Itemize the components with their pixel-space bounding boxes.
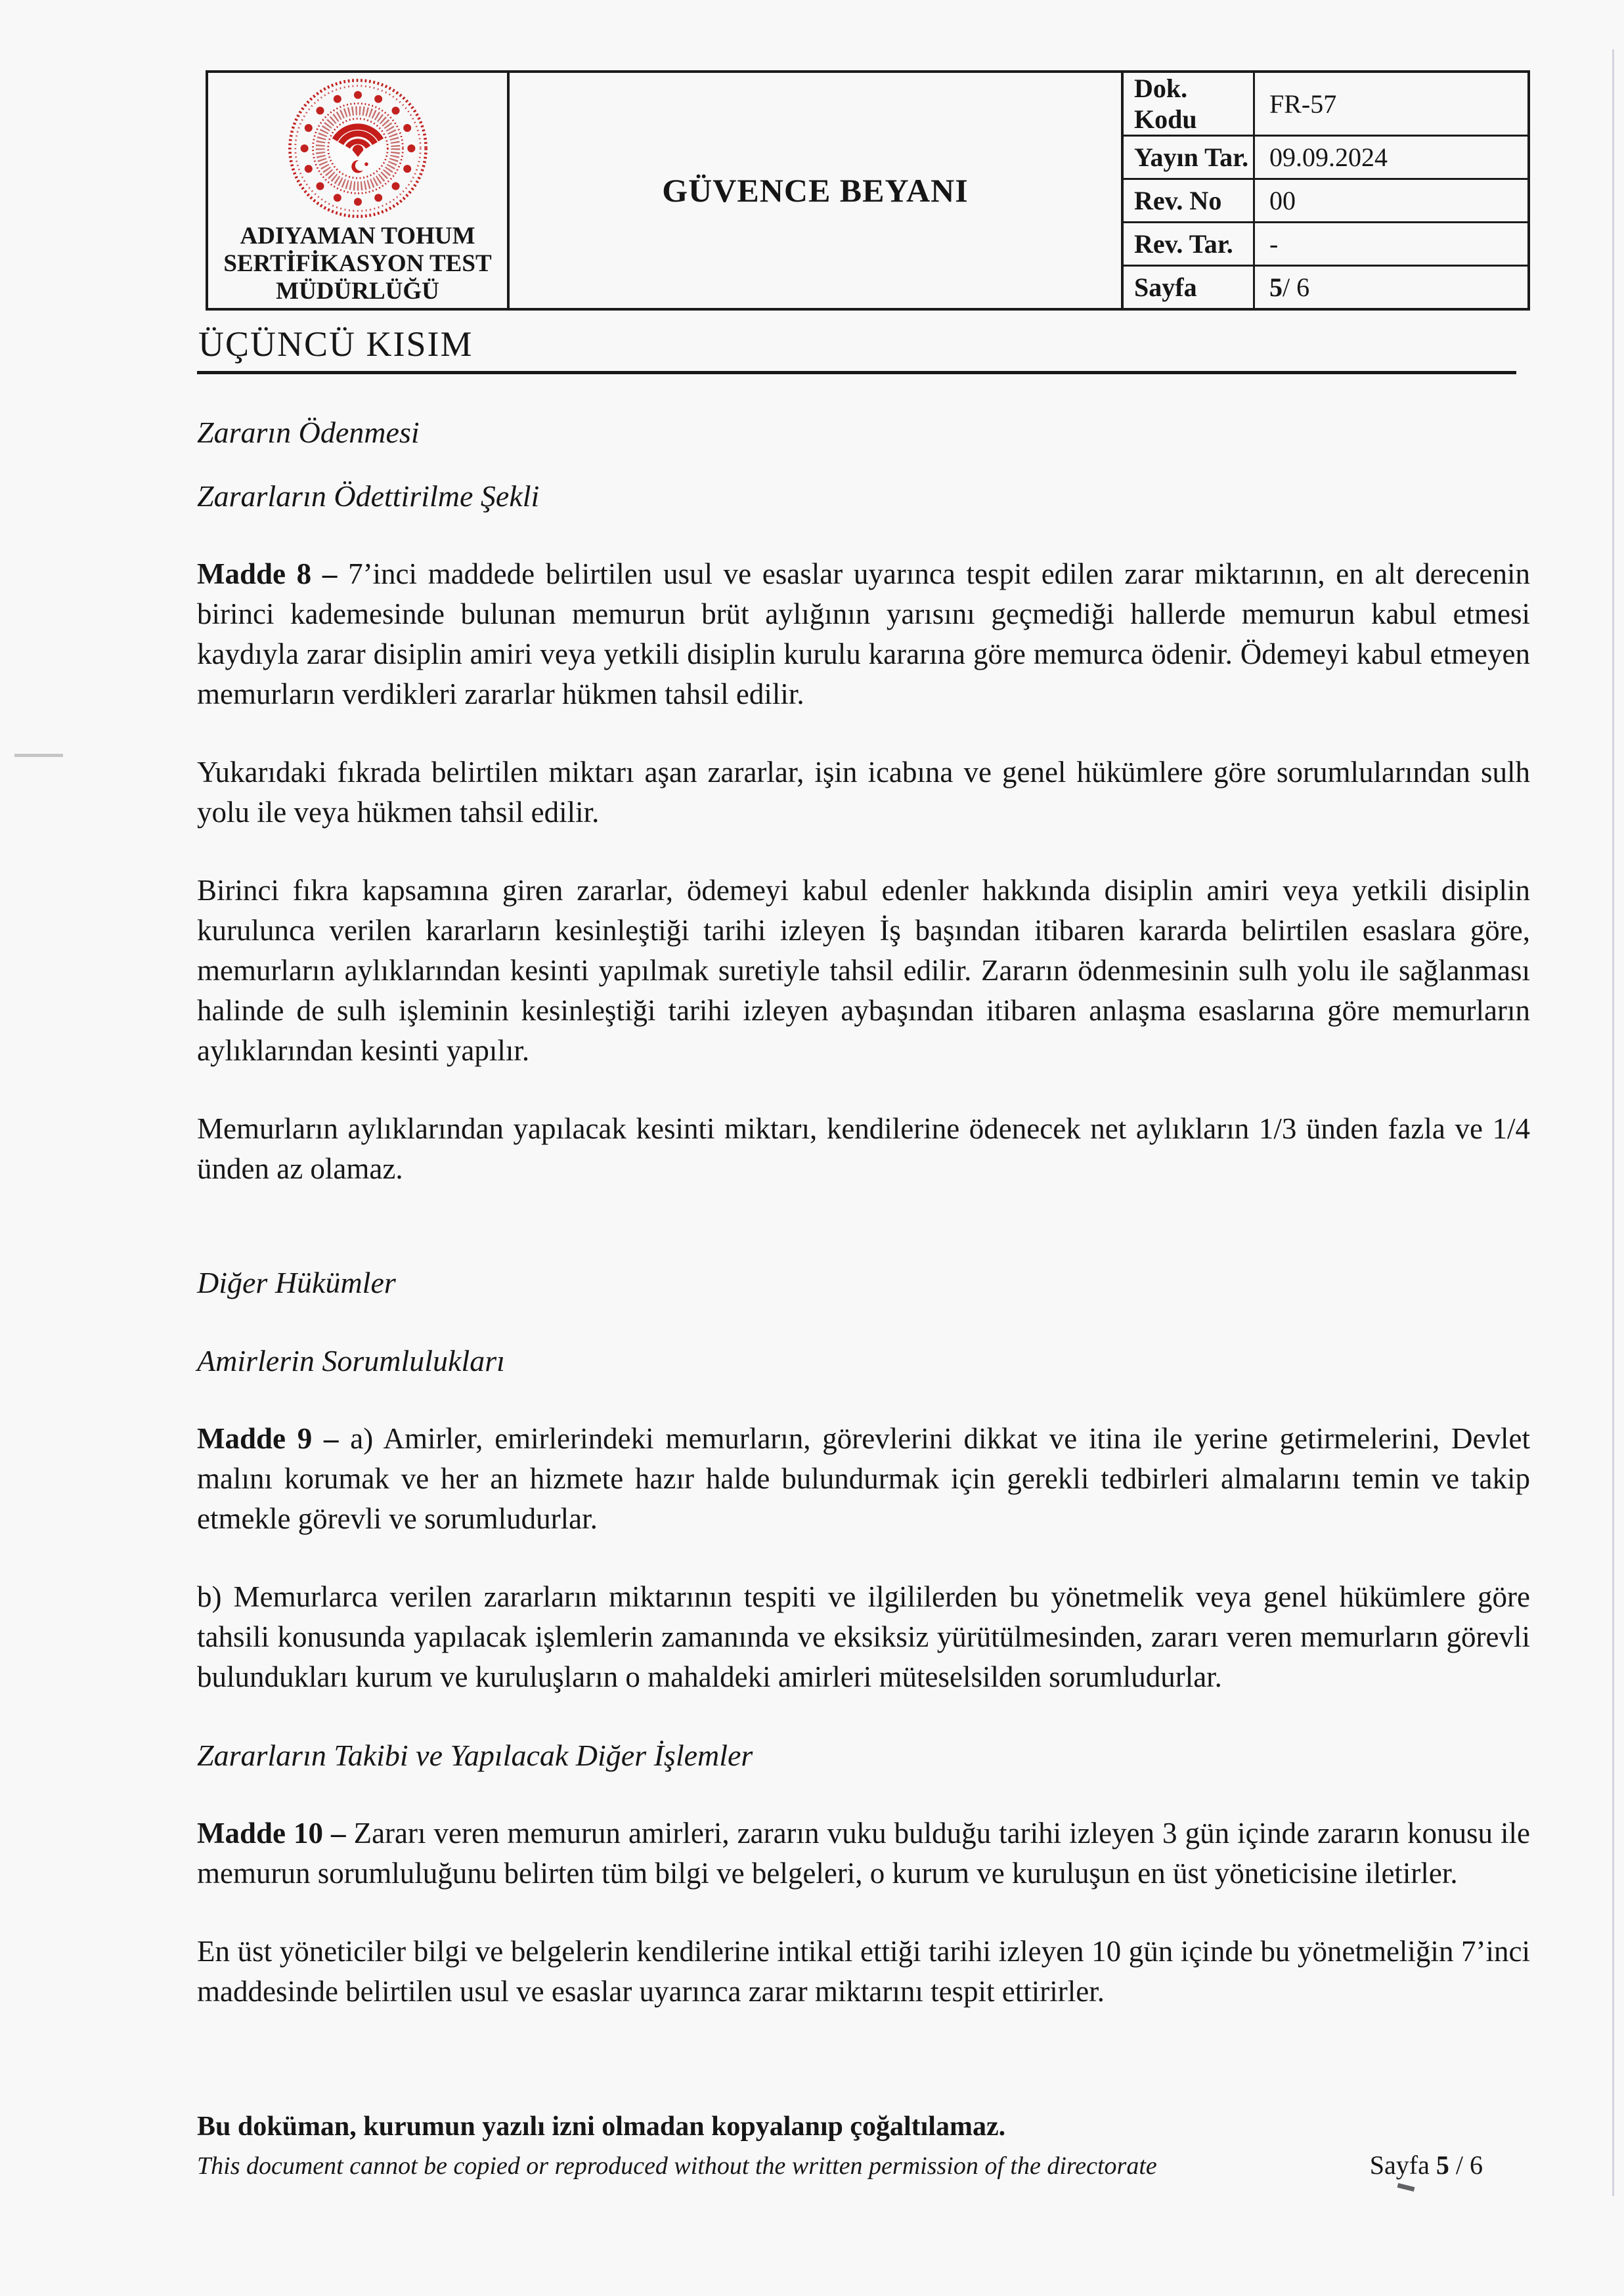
document-header xyxy=(206,70,1530,311)
info-row-dok-kodu xyxy=(1124,73,1527,137)
article-number: Madde 9 – xyxy=(197,1422,351,1455)
info-value-page xyxy=(1255,267,1527,308)
org-identity-cell xyxy=(208,73,510,308)
info-row-yayin-tar xyxy=(1124,137,1527,180)
info-label: Sayfa xyxy=(1124,267,1255,308)
subsection-heading: Diğer Hükümler xyxy=(197,1266,396,1299)
info-label: Rev. Tar. xyxy=(1124,223,1255,265)
info-label: Rev. No xyxy=(1124,180,1255,221)
info-value: FR-57 xyxy=(1269,89,1337,119)
info-label: Dok. Kodu xyxy=(1124,73,1255,135)
body-paragraph: Birinci fıkra kapsamına giren zararlar, ödemeyi kabul edenler hakkında disiplin amiri veya yetkili disiplin kurulunca verilen kararların kesinleştiği tarihi izleyen İş başından itibaren kararda belirtilen esaslara göre, memurların aylıklarından kesinti yapılmak suretiyle tahsil edilir. Zararın ödenmesinin sulh yolu ile sağlanması halinde de sulh işleminin kesinleştiği tarihi izleyen aybaşından itibaren anlaşma esaslarına göre memurların aylıklarından kesinti yapılır. xyxy=(197,874,1530,1067)
body-paragraph: En üst yöneticiler bilgi ve belgelerin kendilerine intikal ettiği tarihi izleyen 10 gün içinde bu yönetmeliğin 7’inci maddesinde belirtilen usul ve esaslar uyarınca zarar miktarını tespit ettirirler. xyxy=(197,1935,1530,2008)
body-paragraph: b) Memurlarca verilen zararların miktarının tespiti ve ilgililerden bu yönetmelik veya genel hükümlere göre tahsili konusunda yapılacak işlemlerin zamanında ve eksiksiz yürütülmesinden, zararı veren memurların görevli bulundukları kurum ve kuruluşların o mahaldeki amirleri müteselsilden sorumludurlar. xyxy=(197,1580,1530,1693)
document-body xyxy=(197,412,1530,2012)
article-text: a) Amirler, emirlerindeki memurların, görevlerini dikkat ve itina ile yerine getirmelerini, Devlet malını korumak ve her an hizmete hazır halde bulundurmak için gerekli tedbirleri almalarını temin ve takip etmekle görevli ve sorumludurlar. xyxy=(197,1422,1531,1535)
org-name xyxy=(223,223,491,305)
info-row-rev-no xyxy=(1124,180,1527,223)
page-number xyxy=(1370,2150,1530,2180)
page-content xyxy=(197,70,1530,2012)
subsection-heading: Zararların Ödettirilme Şekli xyxy=(197,479,540,513)
body-paragraph: Yukarıdaki fıkrada belirtilen miktarı aşan zararlar, işin icabına ve genel hükümlere göre sorumlularından sulh yolu ile veya hükmen tahsil edilir. xyxy=(197,756,1530,829)
ministry-emblem-logo xyxy=(285,76,431,221)
document-title: GÜVENCE BEYANI xyxy=(662,172,969,209)
page-number-total: / 6 xyxy=(1449,2150,1483,2180)
body-paragraph: Memurların aylıklarından yapılacak kesinti miktarı, kendilerine ödenecek net aylıkların 1/3 ünden fazla ve 1/4 ünden az olamaz. xyxy=(197,1112,1530,1185)
article-paragraph xyxy=(197,554,1530,714)
page-total: / 6 xyxy=(1283,272,1310,302)
info-row-rev-tar xyxy=(1124,223,1527,267)
copy-notice-turkish: Bu doküman, kurumun yazılı izni olmadan kopyalanıp çoğaltılamaz. xyxy=(197,2112,1006,2142)
article-paragraph xyxy=(197,1813,1530,1894)
document-info-table xyxy=(1124,73,1527,308)
footer-second-row xyxy=(197,2150,1530,2180)
article-number: Madde 10 – xyxy=(197,1817,354,1850)
document-title-cell xyxy=(510,73,1124,308)
subsection-heading: Zararın Ödenmesi xyxy=(197,416,420,449)
article-text: 7’inci maddede belirtilen usul ve esaslar uyarınca tespit edilen zarar miktarının, en alt derecenin birinci kademesinde bulunan memurun brüt aylığının yarısını geçmediği hallerde memurun kabul etmesi kaydıyla zarar disiplin amiri veya yetkili disiplin kurulu kararına göre memurca ödenir. Ödemeyi kabul etmeyen memurların verdikleri zararlar hükmen tahsil edilir. xyxy=(197,557,1531,710)
org-name-line: MÜDÜRLÜĞÜ xyxy=(276,278,439,305)
info-value: 00 xyxy=(1269,186,1296,215)
org-name-line: SERTİFİKASYON TEST xyxy=(223,250,492,277)
subsection-heading: Amirlerin Sorumlulukları xyxy=(197,1344,505,1377)
article-paragraph xyxy=(197,1419,1530,1539)
page-current: 5 xyxy=(1269,272,1283,302)
page-number-label: Sayfa xyxy=(1369,2150,1436,2180)
scan-artifact-dash xyxy=(14,754,63,757)
info-row-sayfa xyxy=(1124,267,1527,308)
scan-artifact-speck xyxy=(1397,2183,1415,2192)
info-value: - xyxy=(1269,229,1279,259)
section-title-block xyxy=(197,320,1516,374)
scan-edge-line xyxy=(1612,49,1614,2196)
copy-notice-english: This document cannot be copied or reproduced without the written permission of the directorate xyxy=(197,2152,1157,2180)
article-number: Madde 8 – xyxy=(197,557,349,590)
subsection-heading: Zararların Takibi ve Yapılacak Diğer İşlemler xyxy=(197,1739,753,1772)
article-text: Zararı veren memurun amirleri, zararın vuku bulduğu tarihi izleyen 3 gün içinde zararın konusu ile memurun sorumluluğunu belirten tüm bilgi ve belgeleri, o kurum ve kuruluşun en üst yöneticisine iletirler. xyxy=(197,1817,1530,1890)
page-number-current: 5 xyxy=(1436,2150,1449,2180)
org-name-line: ADIYAMAN TOHUM xyxy=(240,223,475,249)
page-footer xyxy=(197,2109,1530,2180)
section-title: ÜÇÜNCÜ KISIM xyxy=(198,324,473,364)
info-value: 09.09.2024 xyxy=(1269,142,1388,172)
info-label: Yayın Tar. xyxy=(1124,137,1255,178)
